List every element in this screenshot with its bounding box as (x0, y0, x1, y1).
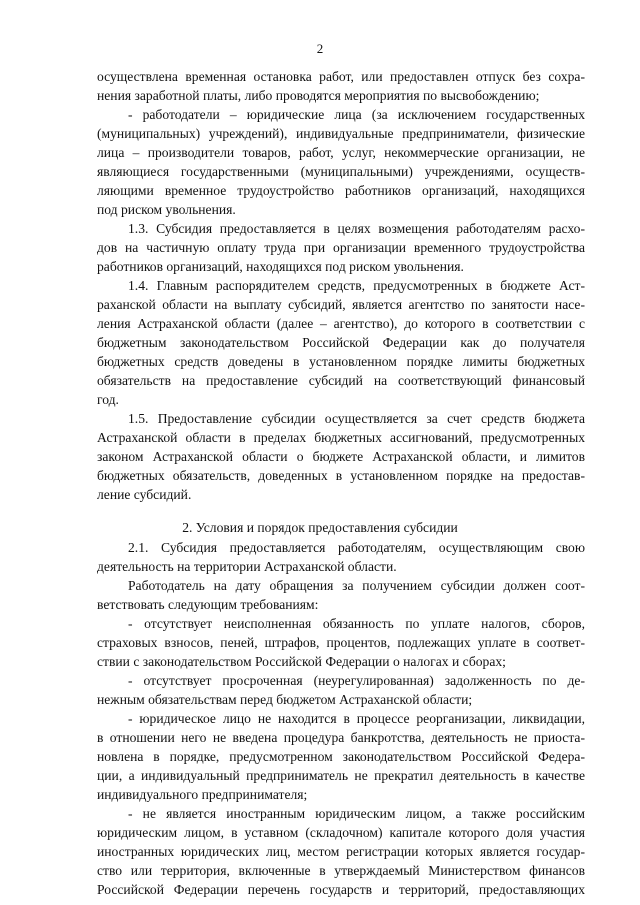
text-line: страховых взносов, пеней, штрафов, процентов, подлежащих уплате в соответ- (97, 635, 585, 650)
text-line: под риском увольнения. (97, 202, 236, 217)
text-line: ляющими временное трудоустройство работников организаций, находящихся (97, 183, 585, 198)
text-line: ствии с законодательством Российской Федерации о налогах и сборах; (97, 654, 506, 669)
text-line: - работодатели – юридические лица (за исключением государственных (128, 107, 585, 122)
text-line: нения заработной платы, либо проводятся мероприятия по высвобождению; (97, 88, 540, 103)
text-line: Российской Федерации перечень государств и территорий, предоставляющих (97, 882, 585, 897)
text-line: в отношении него не введена процедура банкротства, деятельность не приоста- (97, 730, 585, 745)
section-heading: 2. Условия и порядок предоставления субсидии (182, 520, 458, 535)
text-line: 1.3. Субсидия предоставляется в целях возмещения работодателям расхо- (128, 221, 585, 236)
text-line: 2.1. Субсидия предоставляется работодателям, осуществляющим свою (128, 540, 585, 555)
text-line: дов на частичную оплату труда при организации временного трудоустройства (97, 240, 585, 255)
text-line: Астраханской области в пределах бюджетных ассигнований, предусмотренных (97, 430, 585, 445)
text-line: 1.5. Предоставление субсидии осуществляется за счет средств бюджета (128, 411, 585, 426)
text-line: год. (97, 392, 119, 407)
text-line: - отсутствует неисполненная обязанность по уплате налогов, сборов, (128, 616, 585, 631)
text-line: Работодатель на дату обращения за получением субсидии должен соот- (128, 578, 585, 593)
text-line: - не является иностранным юридическим лицом, а также российским (128, 806, 585, 821)
text-line: раханской области на выплату субсидий, является агентство по занятости насе- (97, 297, 585, 312)
text-line: ции, а индивидуальный предприниматель не прекратил деятельность в качестве (97, 768, 585, 783)
text-line: деятельность на территории Астраханской области. (97, 559, 397, 574)
text-line: ления Астраханской области (далее – агентство), до которого в соответствии с (97, 316, 585, 331)
text-line: индивидуального предпринимателя; (97, 787, 308, 802)
text-line: юридическим лицом, в уставном (складочном) капитале которого доля участия (97, 825, 585, 840)
text-line: нежным обязательствам перед бюджетом Астраханской области; (97, 692, 473, 707)
text-line: законом Астраханской области о бюджете Астраханской области, и лимитов (97, 449, 585, 464)
text-line: обязательств на предоставление субсидий на соответствующий финансовый (97, 373, 585, 388)
text-line: работников организаций, находящихся под риском увольнения. (97, 259, 464, 274)
text-line: иностранных юридических лиц, местом регистрации которых является государ- (97, 844, 585, 859)
text-line: 1.4. Главным распорядителем средств, предусмотренных в бюджете Аст- (128, 278, 585, 293)
text-line: - отсутствует просроченная (неурегулированная) задолженность по де- (128, 673, 585, 688)
text-line: бюджетным законодательством Российской Федерации как до получателя (97, 335, 585, 350)
text-line: лица – производители товаров, работ, услуг, некоммерческие организации, не (97, 145, 585, 160)
text-line: ветствовать следующим требованиям: (97, 597, 319, 612)
text-line: являющиеся государственными (муниципальными) учреждениями, осуществ- (97, 164, 585, 179)
text-line: осуществлена временная остановка работ, или предоставлен отпуск без сохра- (97, 69, 585, 84)
text-line: новлена в порядке, предусмотренном законодательством Российской Федера- (97, 749, 585, 764)
text-line: бюджетных средств доведены в установленном порядке лимиты бюджетных (97, 354, 585, 369)
text-line: - юридическое лицо не находится в процессе реорганизации, ликвидации, (128, 711, 585, 726)
text-line: ление субсидий. (97, 487, 192, 502)
text-line: бюджетных обязательств, доведенных в установленном порядке на предостав- (97, 468, 585, 483)
text-line: ство или территория, включенные в утверждаемый Министерством финансов (97, 863, 585, 878)
text-line: (муниципальных) учреждений), индивидуальные предприниматели, физические (97, 126, 585, 141)
page-number: 2 (316, 41, 324, 56)
